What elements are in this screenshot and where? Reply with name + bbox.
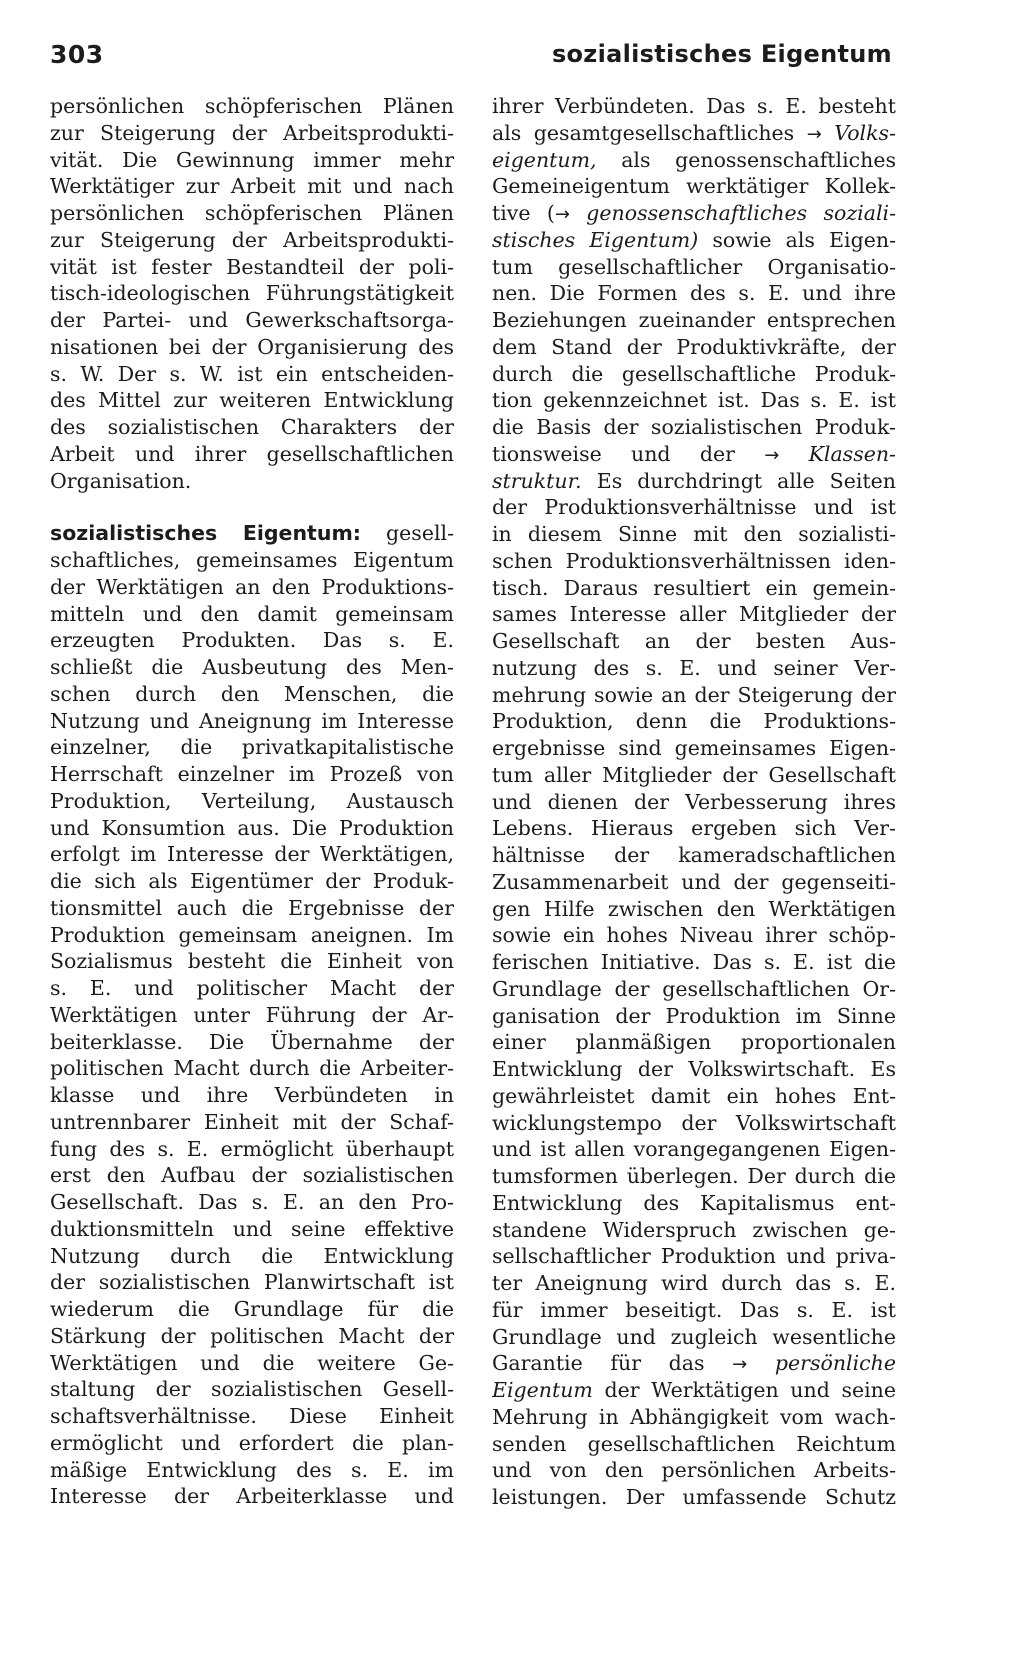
text-line: wiederum die Grundlage für die xyxy=(50,1297,454,1321)
text-line: ganisation der Produktion im Sinne xyxy=(492,1003,896,1028)
text-line: Beziehungen zueinander entsprechen xyxy=(492,308,896,332)
running-head: sozialistisches Eigentum xyxy=(551,40,892,68)
text-fragment: sowie als Eigen- xyxy=(712,227,896,252)
text-line: klasse und ihre Verbündeten in xyxy=(50,1083,454,1107)
text-line: und Konsumtion aus. Die Produktion xyxy=(50,815,454,840)
text-line: schließt die Ausbeutung des Men- xyxy=(50,655,454,679)
text-line: sowie ein hohes Niveau ihrer schöp- xyxy=(492,923,896,948)
text-line: des sozialistischen Charakters der xyxy=(50,415,454,439)
text-line: Gesellschaft an der besten Aus- xyxy=(492,629,896,653)
page-header xyxy=(50,40,892,76)
text-line: fung des s. E. ermöglicht überhaupt xyxy=(50,1136,454,1161)
text-line: ergebnisse sind gemeinsames Eigen- xyxy=(492,736,896,760)
text-line: Nutzung und Aneignung im Interesse xyxy=(50,708,454,733)
text-line: Werktätigen unter Führung der Ar- xyxy=(50,1002,454,1027)
text-line: Entwicklung des Kapitalismus ent- xyxy=(492,1190,896,1215)
text-line: leistungen. Der umfassende Schutz xyxy=(492,1485,896,1509)
text-line: Produktion, Verteilung, Austausch xyxy=(50,788,454,813)
text-fragment: Garantie für das xyxy=(492,1351,705,1376)
text-line: Gesellschaft. Das s. E. an den Pro- xyxy=(50,1190,454,1214)
text-line: nutzung des s. E. und seiner Ver- xyxy=(492,655,896,680)
text-line xyxy=(492,227,896,254)
text-line: tisch. Daraus resultiert ein gemein- xyxy=(492,575,896,600)
right-column xyxy=(492,93,896,1511)
text-fragment: tive ( xyxy=(492,201,555,225)
text-line: Interesse der Arbeiterklasse und xyxy=(50,1484,454,1509)
entry-headword: sozialistisches Eigentum: xyxy=(50,521,362,546)
text-line: politischen Macht durch die Arbeiter- xyxy=(50,1056,454,1081)
text-line: erst den Aufbau der sozialistischen xyxy=(50,1163,454,1188)
text-line: sames Interesse aller Mitglieder der xyxy=(492,602,896,627)
text-line: der sozialistischen Planwirtschaft ist xyxy=(50,1270,454,1295)
text-line: vität. Die Gewinnung immer mehr xyxy=(50,147,454,172)
text-line: und von den persönlichen Arbeits- xyxy=(492,1458,896,1483)
cross-reference-arrow-icon: → xyxy=(806,123,822,145)
text-line: Werktätigen und die weitere Ge- xyxy=(50,1350,454,1375)
paragraph-gap xyxy=(50,494,454,520)
text-line: mitteln und den damit gemeinsam xyxy=(50,601,454,626)
cross-reference-term: genossenschaftliches soziali- xyxy=(586,201,896,225)
text-line: Herrschaft einzelner im Prozeß von xyxy=(50,762,454,786)
text-line: mehrung sowie an der Steigerung der xyxy=(492,682,896,707)
cross-reference-term: persönliche xyxy=(774,1351,896,1376)
text-fragment: als gesamtgesellschaftliches xyxy=(492,120,795,145)
text-line: wicklungstempo der Volkswirtschaft xyxy=(492,1110,896,1135)
text-line: Lebens. Hieraus ergeben sich Ver- xyxy=(492,816,896,841)
text-line: tumsformen überlegen. Der durch die xyxy=(492,1164,896,1188)
text-line: Sozialismus besteht die Einheit von xyxy=(50,949,454,974)
text-line: tisch-ideologischen Führungstätigkeit xyxy=(50,281,454,306)
text-line: Produktion, denn die Produktions- xyxy=(492,709,896,734)
text-line: schen Produktionsverhältnissen iden- xyxy=(492,548,896,573)
text-line: in diesem Sinne mit den sozialisti- xyxy=(492,522,896,546)
page-number: 303 xyxy=(50,40,104,69)
entry-heading-line xyxy=(50,520,454,547)
text-line: hältnisse der kameradschaftlichen xyxy=(492,843,896,867)
text-line: ermöglicht und erfordert die plan- xyxy=(50,1430,454,1455)
text-line: einer planmäßigen proportionalen xyxy=(492,1030,896,1055)
left-column xyxy=(50,93,454,1510)
text-line xyxy=(492,1377,896,1404)
cross-reference-arrow-icon: → xyxy=(732,1354,748,1376)
text-line: schaftliches, gemeinsames Eigentum xyxy=(50,548,454,572)
text-line: Organisation. xyxy=(50,468,192,493)
text-line: Gemeineigentum werktätiger Kollek- xyxy=(492,174,896,199)
text-line: zur Steigerung der Arbeitsprodukti- xyxy=(50,120,454,145)
text-line xyxy=(492,441,896,468)
text-line: Grundlage und zugleich wesentliche xyxy=(492,1324,896,1349)
text-line: ter Aneignung wird durch das s. E. xyxy=(492,1271,896,1295)
text-line: und dienen der Verbesserung ihres xyxy=(492,789,896,814)
text-line: die sich als Eigentümer der Produk- xyxy=(50,869,454,893)
text-line: Nutzung durch die Entwicklung xyxy=(50,1243,454,1268)
text-line: Grundlage der gesellschaftlichen Or- xyxy=(492,976,896,1001)
text-line: des Mittel zur weiteren Entwicklung xyxy=(50,388,454,413)
text-line: schen durch den Menschen, die xyxy=(50,681,454,706)
cross-reference-term: Eigentum xyxy=(492,1378,593,1402)
text-line: der Produktionsverhältnisse und ist xyxy=(492,495,896,520)
text-line: s. E. und politischer Macht der xyxy=(50,976,454,1000)
text-line: durch die gesellschaftliche Produk- xyxy=(492,361,896,386)
text-line: persönlichen schöpferischen Plänen xyxy=(50,94,454,118)
text-line: für immer beseitigt. Das s. E. ist xyxy=(492,1297,896,1322)
text-line: Entwicklung der Volkswirtschaft. Es xyxy=(492,1057,896,1081)
text-line: tum aller Mitglieder der Gesellschaft xyxy=(492,762,896,787)
text-line xyxy=(492,1350,896,1377)
text-line xyxy=(492,468,896,495)
text-line: erzeugten Produkten. Das s. E. xyxy=(50,628,454,653)
text-line: gen Hilfe zwischen den Werktätigen xyxy=(492,896,896,921)
text-fragment: Es durchdringt alle Seiten xyxy=(596,468,896,493)
text-fragment: tionsweise und der xyxy=(492,441,735,466)
cross-reference-term: Volks- xyxy=(834,120,896,145)
text-line: duktionsmitteln und seine effektive xyxy=(50,1216,454,1241)
text-line: persönlichen schöpferischen Plänen xyxy=(50,201,454,225)
text-line: zur Steigerung der Arbeitsprodukti- xyxy=(50,227,454,252)
text-line: tum gesellschaftlicher Organisatio- xyxy=(492,254,896,279)
text-line: s. W. Der s. W. ist ein entscheiden- xyxy=(50,361,454,386)
cross-reference-term: eigentum, xyxy=(492,147,597,172)
text-line: nen. Die Formen des s. E. und ihre xyxy=(492,281,896,306)
text-line: dem Stand der Produktivkräfte, der xyxy=(492,334,896,359)
text-line: und ist allen vorangegangenen Eigen- xyxy=(492,1137,896,1162)
text-line: einzelner, die privatkapitalistische xyxy=(50,735,454,760)
text-line: senden gesellschaftlichen Reichtum xyxy=(492,1431,896,1456)
text-line: untrennbarer Einheit mit der Schaf- xyxy=(50,1109,454,1134)
text-line: gewährleistet damit ein hohes Ent- xyxy=(492,1083,896,1108)
text-line: tionsmittel auch die Ergebnisse der xyxy=(50,895,454,920)
text-line: erfolgt im Interesse der Werktätigen, xyxy=(50,842,454,867)
text-line: schaftsverhältnisse. Diese Einheit xyxy=(50,1404,454,1428)
text-line: sellschaftlicher Produktion und priva- xyxy=(492,1244,896,1269)
text-line: beiterklasse. Die Übernahme der xyxy=(50,1029,454,1054)
text-line: Zusammenarbeit und der gegenseiti- xyxy=(492,869,896,894)
text-line: ihrer Verbündeten. Das s. E. besteht xyxy=(492,94,896,118)
cross-reference-arrow-icon: → xyxy=(764,444,780,466)
text-line: Mehrung in Abhängigkeit vom wach- xyxy=(492,1404,896,1429)
text-line: vität ist fester Bestandteil der poli- xyxy=(50,254,454,279)
text-line: Werktätiger zur Arbeit mit und nach xyxy=(50,174,454,199)
text-line xyxy=(492,147,896,174)
cross-reference-term: stisches Eigentum) xyxy=(492,227,699,252)
text-line: Arbeit und ihrer gesellschaftlichen xyxy=(50,441,454,466)
text-line: ferischen Initiative. Das s. E. ist die xyxy=(492,950,896,974)
text-fragment: als genossenschaftliches xyxy=(621,147,896,172)
text-line: tion gekennzeichnet ist. Das s. E. ist xyxy=(492,388,896,413)
text-line: standene Widerspruch zwischen ge- xyxy=(492,1217,896,1242)
cross-reference-arrow-icon: → xyxy=(554,204,570,225)
text-line: nisationen bei der Organisierung des xyxy=(50,334,454,359)
text-line: Produktion gemeinsam aneignen. Im xyxy=(50,922,454,947)
text-fragment: der Werktätigen und seine xyxy=(604,1378,896,1402)
text-line: Stärkung der politischen Macht der xyxy=(50,1323,454,1348)
text-line xyxy=(492,200,896,227)
cross-reference-term: struktur. xyxy=(492,468,582,493)
text-line: staltung der sozialistischen Gesell- xyxy=(50,1377,454,1402)
text-line: der Partei- und Gewerkschaftsorga- xyxy=(50,308,454,332)
cross-reference-term: Klassen- xyxy=(808,441,896,466)
text-line: der Werktätigen an den Produktions- xyxy=(50,574,454,599)
text-line: mäßige Entwicklung des s. E. im xyxy=(50,1457,454,1482)
text-fragment: gesell- xyxy=(386,521,454,546)
text-line: die Basis der sozialistischen Produk- xyxy=(492,415,896,439)
text-line xyxy=(492,120,896,147)
